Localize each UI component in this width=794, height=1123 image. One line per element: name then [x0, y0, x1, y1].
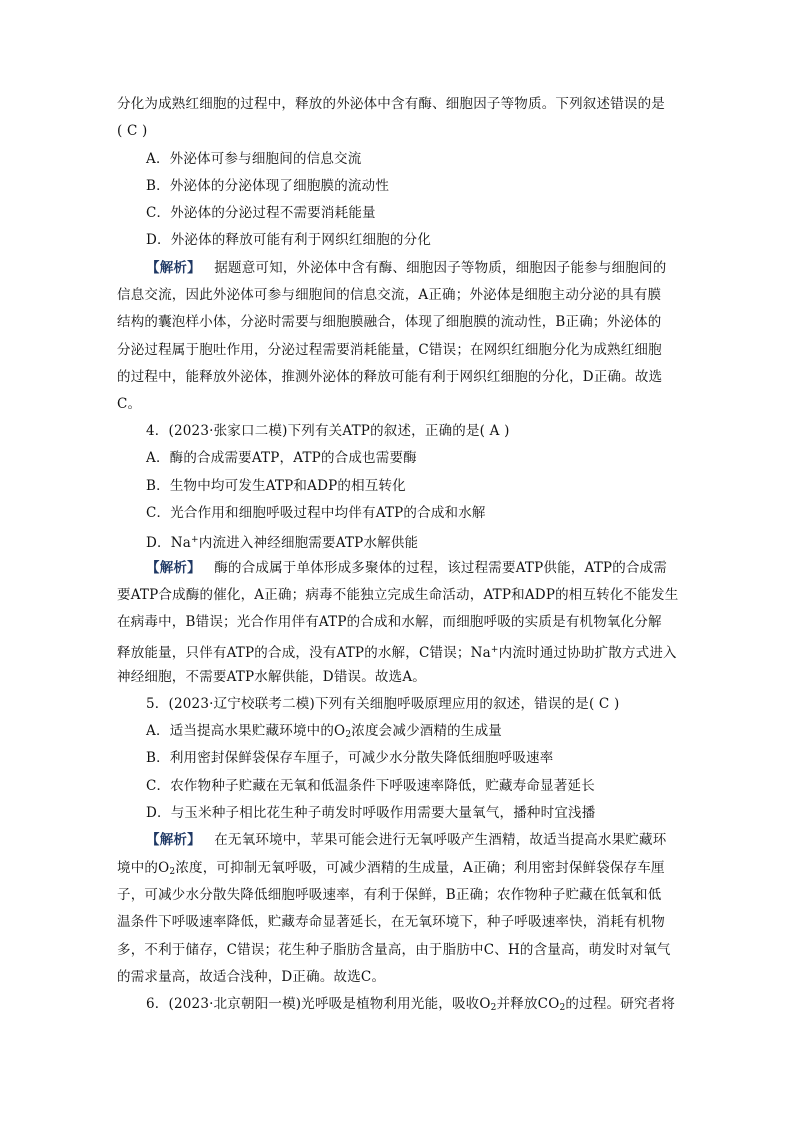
q3-option-a: A．外泌体可参与细胞间的信息交流	[146, 151, 362, 167]
q3-stem-answer: ( C )	[117, 123, 148, 139]
q5-explanation-line-1	[146, 827, 706, 854]
q5-option-d: D．与玉米种子相比花生种子萌发时呼吸作用需要大量氧气，播种时宜浅播	[146, 805, 596, 821]
q6-stem	[146, 991, 706, 1022]
q3-option-b: B．外泌体的分泌体现了细胞膜的流动性	[146, 178, 390, 194]
q3-explanation-line-5: 的过程中，能释放外泌体，推测外泌体的释放可能有利于网织红细胞的分化，D正确。故选	[117, 369, 663, 385]
q3-option-c: C．外泌体的分泌过程不需要消耗能量	[146, 205, 376, 221]
q5-option-a-subscript: 2	[345, 730, 352, 740]
q5-option-a-text: A．适当提高水果贮藏环境中的O	[146, 723, 346, 739]
q4-explanation-superscript: +	[490, 645, 499, 655]
q5-option-b: B．利用密封保鲜袋保存车厘子，可减少水分散失降低细胞呼吸速率	[146, 750, 554, 766]
q6-stem-subscript-1: 2	[490, 1003, 497, 1013]
q3-explanation-label: 【解析】	[146, 260, 201, 276]
q4-option-d	[146, 527, 706, 557]
q3-explanation-line-2: 信息交流，因此外泌体可参与细胞间的信息交流，A正确；外泌体是细胞主动分泌的具有膜	[117, 287, 662, 303]
q3-explanation-line-6: C。	[117, 396, 142, 412]
q3-explanation-line-1	[146, 255, 706, 282]
q5-explanation-line-6: 的需求量高，故适合浅种，D正确。故选C。	[117, 969, 386, 985]
q3-option-d: D．外泌体的释放可能有利于网织红细胞的分化	[146, 232, 432, 248]
q5-explanation-line-5: 多，不利于储存，C错误；花生种子脂肪含量高，由于脂肪中C、H的含量高，萌发时对氧气	[117, 942, 671, 958]
q4-explanation-label: 【解析】	[146, 560, 201, 576]
q5-explanation-line-3: 子，可减少水分散失降低细胞呼吸速率，有利于保鲜，B正确；农作物种子贮藏在低氧和低	[117, 887, 662, 903]
q4-option-b: B．生物中均可发生ATP和ADP的相互转化	[146, 478, 406, 494]
q3-explanation-text-1: 据题意可知，外泌体中含有酶、细胞因子等物质，细胞因子能参与细胞间的	[214, 260, 667, 276]
q3-explanation-line-3: 结构的囊泡样小体，分泌时需要与细胞膜融合，体现了细胞膜的流动性，B正确；外泌体的	[117, 314, 662, 330]
q4-stem: 4．(2023·张家口二模)下列有关ATP的叙述，正确的是( A )	[146, 423, 510, 439]
q6-stem-text-mid: 并释放CO	[496, 996, 560, 1012]
q4-explanation-line-4	[117, 637, 677, 667]
q4-option-d-text-rest: 内流进入神经细胞需要ATP水解供能	[198, 535, 419, 551]
q5-explanation-subscript: 2	[169, 867, 176, 877]
q5-stem: 5．(2023·辽宁校联考二模)下列有关细胞呼吸原理应用的叙述，错误的是( C )	[146, 696, 620, 712]
q4-option-d-superscript: +	[191, 535, 199, 545]
q5-explanation-text-2: 境中的O	[117, 860, 170, 876]
q4-explanation-line-1	[146, 555, 706, 582]
q3-explanation-line-4: 分泌过程属于胞吐作用，分泌过程需要消耗能量，C错误；在网织红细胞分化为成熟红细胞	[117, 342, 662, 358]
q4-option-c: C．光合作用和细胞呼吸过程中均伴有ATP的合成和水解	[146, 505, 486, 521]
q5-explanation-text-1: 在无氧环境中，苹果可能会进行无氧呼吸产生酒精，故适当提高水果贮藏环	[214, 832, 667, 848]
q4-explanation-text-4: 释放能量，只伴有ATP的合成，没有ATP的水解，C错误；Na	[117, 645, 491, 661]
q4-explanation-text-1: 酶的合成属于单体形成多聚体的过程，该过程需要ATP供能，ATP的合成需	[214, 560, 667, 576]
q4-explanation-text-4-rest: 内流时通过协助扩散方式进入	[498, 645, 677, 661]
q5-explanation-label: 【解析】	[146, 832, 201, 848]
q4-option-d-text: D．Na	[146, 535, 191, 551]
q4-explanation-line-3: 在病毒中，B错误；光合作用伴有ATP的合成和水解，而细胞呼吸的实质是有机物氧化分解	[117, 614, 662, 630]
q5-option-a-text-rest: 浓度会减少酒精的生成量	[351, 723, 502, 739]
q5-explanation-line-4: 温条件下呼吸速率降低，贮藏寿命显著延长，在无氧环境下，种子呼吸速率快，消耗有机物	[117, 914, 665, 930]
q6-stem-text-rest: 的过程。研究者将	[565, 996, 676, 1012]
q3-stem-line-1: 分化为成熟红细胞的过程中，释放的外泌体中含有酶、细胞因子等物质。下列叙述错误的是	[117, 96, 665, 112]
q5-explanation-text-2-rest: 浓度，可抑制无氧呼吸，可减少酒精的生成量，A正确；利用密封保鲜袋保存车厘	[175, 860, 665, 876]
q4-explanation-line-2: 要ATP合成酶的催化，A正确；病毒不能独立完成生命活动，ATP和ADP的相互转化不能发生	[117, 587, 679, 603]
q4-explanation-line-5: 神经细胞，不需要ATP水解供能，D错误。故选A。	[117, 669, 426, 685]
q5-option-c: C．农作物种子贮藏在无氧和低温条件下呼吸速率降低，贮藏寿命显著延长	[146, 778, 595, 794]
q6-stem-subscript-2: 2	[559, 1003, 566, 1013]
q4-option-a: A．酶的合成需要ATP，ATP的合成也需要酶	[146, 450, 417, 466]
q6-stem-text: 6．(2023·北京朝阳一模)光呼吸是植物利用光能，吸收O	[146, 996, 491, 1012]
